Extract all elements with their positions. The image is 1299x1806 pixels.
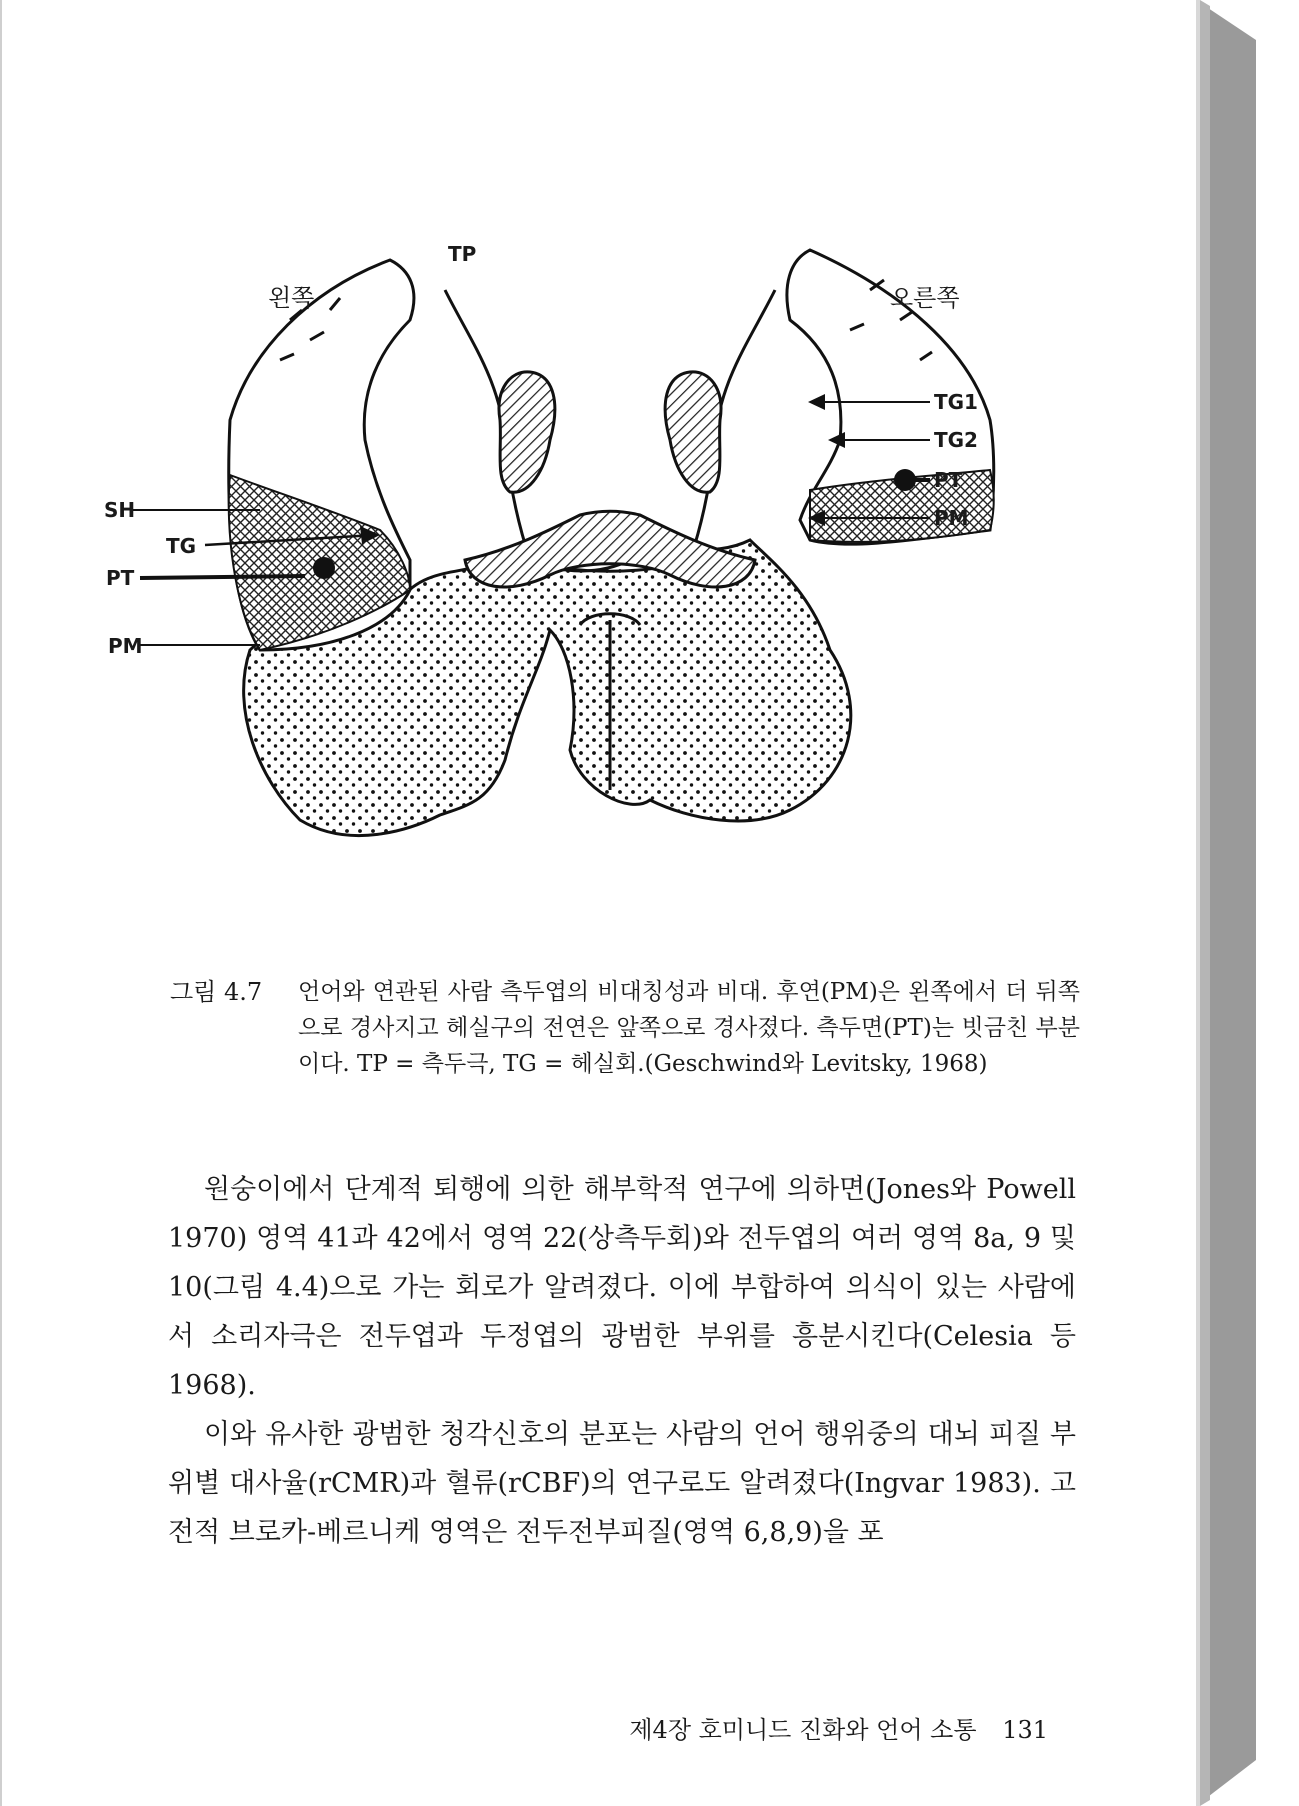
- page-footer: [588, 1710, 1048, 1745]
- paragraph: 원숭이에서 단계적 퇴행에 의한 해부학적 연구에 의하면(Jones와 Powell 1970) 영역 41과 42에서 영역 22(상측두회)와 전두엽의 여러 영역 8a, 9 및 10(그림 4.4)으로 가는 회로가 알려졌다. 이에 부합하여 의식이 있는 사람에서 소리자극은 전두엽과 두정엽의 광범한 부위를 흥분시킨다(Celesia 등 1968).: [168, 1174, 1076, 1401]
- caption-text: 언어와 연관된 사람 측두엽의 비대칭성과 비대. 후연(PM)은 왼쪽에서 더 뒤쪽으로 경사지고 헤실구의 전연은 앞쪽으로 경사졌다. 측두면(PT)는 빗금친 부분이다. TP = 측두극, TG = 헤실회.(Geschwind와 Levitsky, 1968): [298, 979, 1080, 1077]
- caption-label: 그림 4.7: [170, 978, 263, 1006]
- label-tg1: TG1: [934, 390, 978, 414]
- label-tp: TP: [448, 242, 477, 266]
- paragraph: 이와 유사한 광범한 청각신호의 분포는 사람의 언어 행위중의 대뇌 피질 부위별 대사율(rCMR)과 혈류(rCBF)의 연구로도 알려졌다(Ingvar 1983). 고전적 브로카-베르니케 영역은 전두전부피질(영역 6,8,9)을 포: [168, 1419, 1076, 1548]
- left-pt-dot: [313, 557, 335, 579]
- figure-caption: [170, 974, 1080, 1082]
- brain-cross-section-diagram: [110, 230, 1110, 970]
- label-pm-left: PM: [108, 634, 143, 658]
- label-tg2: TG2: [934, 428, 978, 452]
- label-pt-left: PT: [106, 566, 135, 590]
- label-left-side: 왼쪽: [268, 284, 315, 312]
- page-number: 131: [1002, 1716, 1048, 1744]
- right-pt-dot: [894, 469, 916, 491]
- arrow-pt-left: [140, 576, 305, 578]
- label-tg-left: TG: [166, 534, 197, 558]
- body-text: [168, 1165, 1076, 1557]
- left-lateral-ventricle: [499, 372, 555, 492]
- right-lateral-ventricle: [665, 372, 721, 492]
- brain-figure: [104, 230, 1110, 970]
- chapter-title: 제4장 호미니드 진화와 언어 소통: [629, 1716, 977, 1744]
- label-pm-right: PM: [934, 506, 969, 530]
- label-right-side: 오른쪽: [890, 284, 960, 312]
- label-pt-right: PT: [934, 468, 963, 492]
- label-sh: SH: [104, 498, 136, 522]
- book-edge: [1196, 0, 1299, 1806]
